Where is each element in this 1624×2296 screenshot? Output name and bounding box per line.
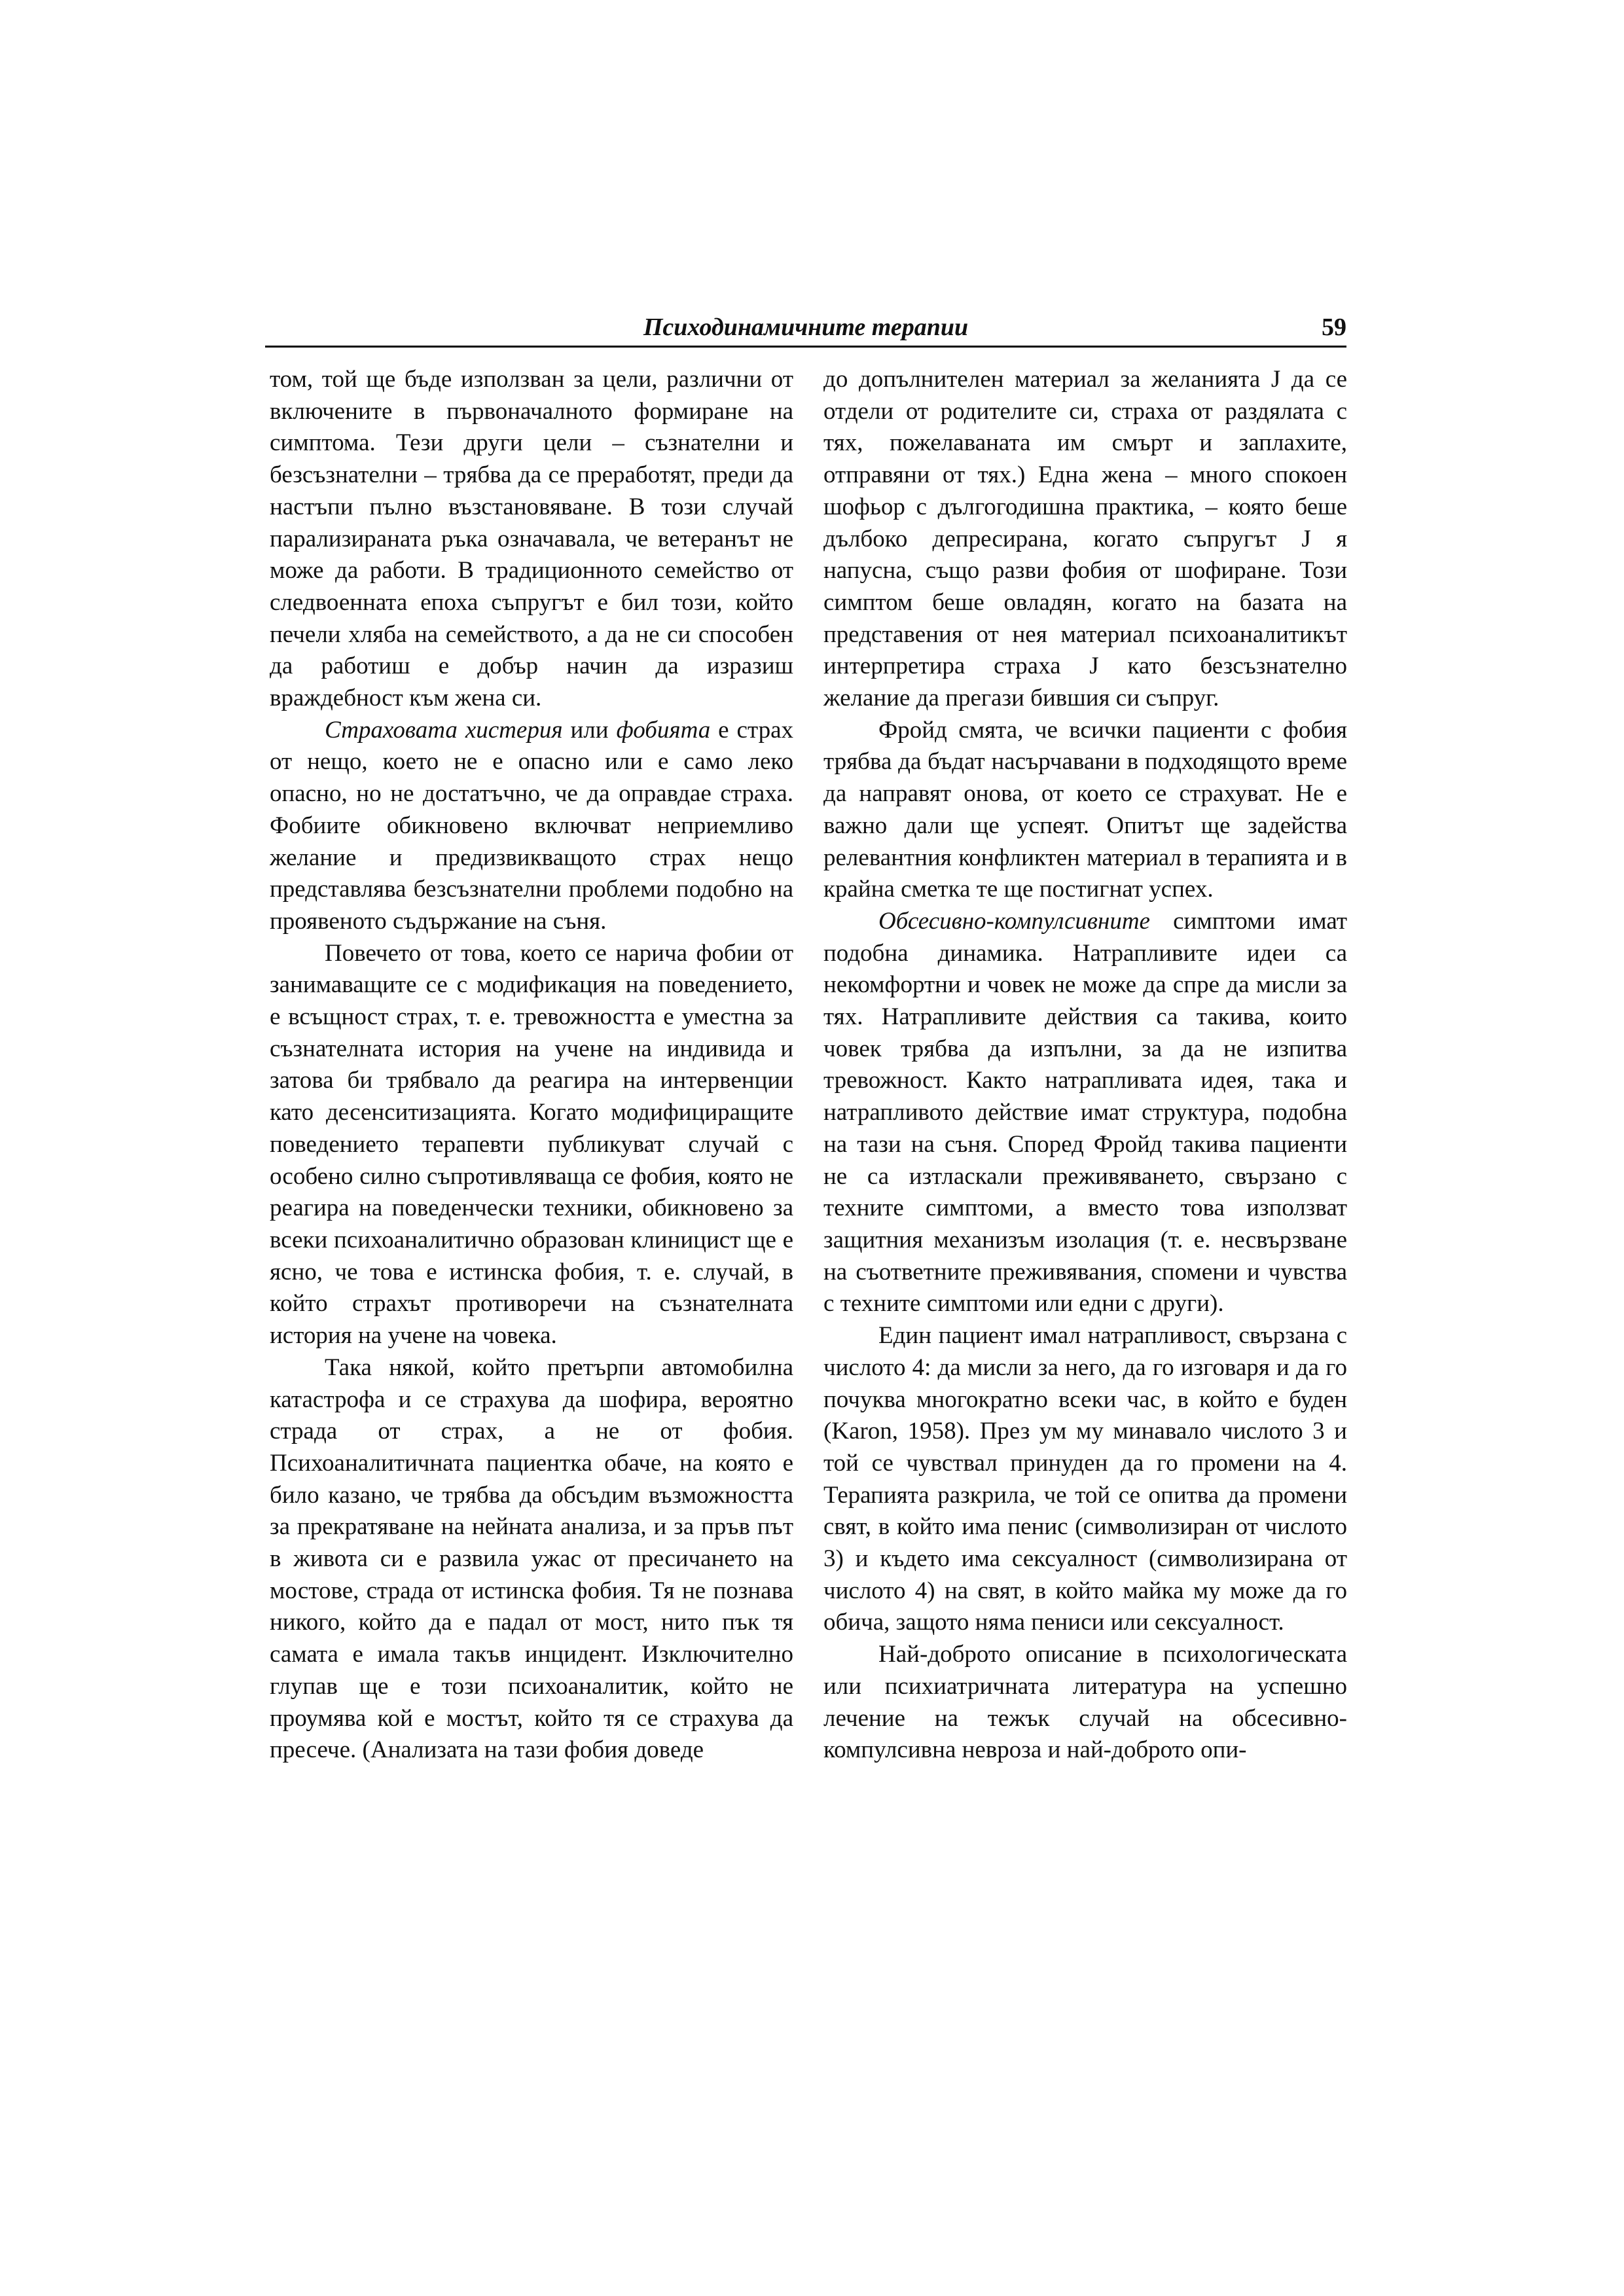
paragraph-text: е страх от нещо, което не е опасно или е само леко опасно, но не достатъчно, че да оправдае страха. Фобиите обикновено включват неприемливо желание и предизвикващото страх нещо представлява безсъзнателни проблеми подобно на проявеното съдържание на съня. <box>270 716 794 935</box>
paragraph: Фройд смята, че всички пациенти с фобия трябва да бъдат насърчавани в подходящото време да направят онова, от което се страхуват. Не е важно дали ще успеят. Опитът ще задейства релевантния конфликтен материал в терапията и в крайна сметка те ще постигнат успех. <box>823 716 1347 903</box>
term-anxiety-hysteria: Страховата хистерия <box>325 716 563 744</box>
paragraph: Най-доброто описание в психологическата или психиатричната литература на успешно лечение на тежък случай на обсесивно-компулсивна невроза и най-доброто опи- <box>823 1641 1347 1764</box>
paragraph: том, той ще бъде използван за цели, различни от включените в първоначалното формиране на симптома. Тези други цели – съзнателни и безсъзнателни – трябва да се преработят, преди да настъпи пълно възстановяване. В този случай парализираната ръка означавала, че ветеранът не може да работи. В традиционното семейство от следвоенната епоха съпругът е бил този, който печели хляба на семейството, а да не си способен да работиш е добър начин да изразиш враждебност към жена си. <box>270 366 793 712</box>
paragraph-text: симптоми имат подобна динамика. Натрапливите идеи са некомфортни и човек не може да спре да мисли за тях. Натрапливите действия са такива, които човек трябва да изпълни, за да не изпитва тревожност. Както натрапливата идея, така и натрапливото действие имат структура, подобна на тази на съня. Според Фройд такива пациенти не са изтласкали преживяването, свързано с техните симптоми, а вместо това използват защитния механизъм изолация (т. е. несвързване на съответните преживявания, спомени и чувства с техните симптоми или едни с други). <box>823 907 1347 1318</box>
left-column <box>270 364 793 1767</box>
paragraph: Повечето от това, което се нарича фобии от занимаващите се с модификация на поведението, е всъщност страх, т. е. тревожността е уместна за съзнателната история на учене на индивида и затова би трябвало да реагира на интервенции като десенситизацията. Когато модифициращите поведението терапевти публикуват случай с особено силно съпротивляваща се фобия, която не реагира на поведенчески техники, обикновено за всеки психоаналитично образован клиницист ще е ясно, че това е истинска фобия, т. е. случай, в който страхът противоречи на съзнателната история на учене на човека. <box>270 939 793 1350</box>
page-header <box>265 313 1346 348</box>
running-title: Психодинамичните терапии <box>643 314 969 341</box>
term-phobia: фобията <box>616 716 711 744</box>
page-number: 59 <box>1322 314 1346 341</box>
paragraph: до допълнителен материал за желанията J да се отдели от родителите си, страха от раздялата с тях, пожелаваната им смърт и заплахите, отправяни от тях.) Една жена – много спокоен шофьор с дългогодишна практика, – която беше дълбоко депресирана, когато съпругът J я напусна, също разви фобия от шофиране. Този симптом беше овладян, когато на базата на представения от нея материал психоаналитикът интерпретира страха J като безсъзнателно желание да прегази бившия си съпруг. <box>823 366 1347 712</box>
paragraph: Така някой, който претърпи автомобилна катастрофа и се страхува да шофира, вероятно страда от страх, а не от фобия. Психоаналитичната пациентка обаче, на която е било казано, че трябва да обсъдим възможността за прекратяване на нейната анализа, и за пръв път в живота си е развила ужас от пресичането на мостове, страда от истинска фобия. Тя не познава никого, който да е падал от мост, нито пък тя самата е имала такъв инцидент. Изключително глупав ще е този психоаналитик, който не проумява кой е мостът, който тя се страхува да пресече. (Анализата на тази фобия доведе <box>270 1354 793 1764</box>
paragraph-obsessive-compulsive <box>823 906 1347 1320</box>
paragraph-phobia-definition <box>270 715 793 938</box>
paragraph-text: или <box>562 716 617 744</box>
paragraph: Един пациент имал натрапливост, свързана с числото 4: да мисли за него, да го изговаря и да го почуква многократно всеки час, в който е буден (Karon, 1958). През ум му минавало числото 3 и той се чувствал принуден да го промени на 4. Терапията разкрила, че той се опитва да промени свят, в който има пенис (символизиран от числото 3) и където има сексуалност (символизирана от числото 4) на свят, в който майка му може да го обича, защото няма пениси или сексуалност. <box>823 1322 1347 1636</box>
term-obsessive-compulsive: Обсесивно-компулсивните <box>878 907 1150 935</box>
right-column <box>823 364 1347 1767</box>
